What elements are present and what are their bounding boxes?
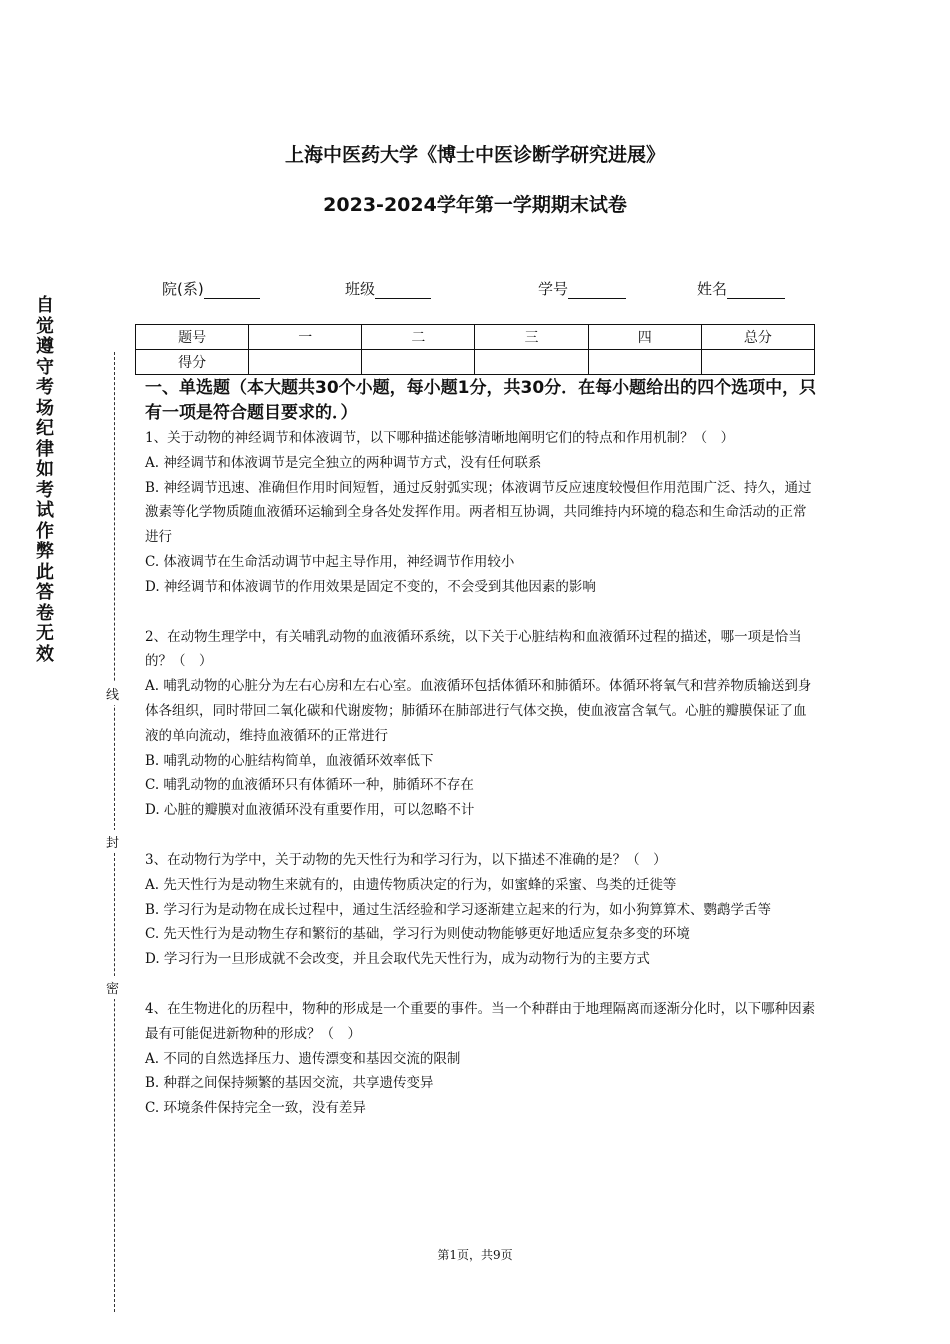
- info-student-no-label: 学号: [538, 280, 569, 298]
- question-3: [145, 848, 817, 972]
- option-a[interactable]: A. 不同的自然选择压力、遗传漂变和基因交流的限制: [145, 1050, 461, 1067]
- question-2: [145, 625, 817, 823]
- option-a[interactable]: A. 哺乳动物的心脏分为左右心房和左右心室。血液循环包括体循环和肺循环。体循环将氧气和营养物质输送到身体各组织，同时带回二氧化碳和代谢废物；肺循环在肺部进行气体交换，使血液富含氧气。心脏的瓣膜保证了血液的单向流动，维持血液循环的正常进行: [145, 678, 812, 744]
- score-header-cell: 三: [475, 325, 588, 350]
- score-header-cell: 一: [249, 325, 362, 350]
- option-d[interactable]: D. 神经调节和体液调节的作用效果是固定不变的，不会受到其他因素的影响: [145, 578, 596, 595]
- option-c[interactable]: C. 哺乳动物的血液循环只有体循环一种，肺循环不存在: [145, 777, 474, 794]
- info-dept-label: 院(系): [162, 280, 204, 298]
- option-a[interactable]: A. 先天性行为是动物生来就有的，由遗传物质决定的行为，如蜜蜂的采蜜、鸟类的迁徙等: [145, 876, 677, 893]
- exam-title-line2: 2023-2024学年第一学期期末试卷: [323, 194, 627, 216]
- info-student-no: [538, 278, 626, 299]
- option-d[interactable]: D. 学习行为一旦形成就不会改变，并且会取代先天性行为，成为动物行为的主要方式: [145, 951, 650, 968]
- question-1: [145, 426, 817, 600]
- class-blank[interactable]: [375, 284, 431, 299]
- score-row-label: 得分: [136, 350, 249, 375]
- info-name: [697, 278, 785, 299]
- section-title: 一、单选题（本大题共30个小题，每小题1分，共30分．在每小题给出的四个选项中，只有一项是符合题目要求的．）: [145, 378, 817, 423]
- side-notice: 自觉遵守考场纪律如考试作弊此答卷无效: [36, 295, 54, 665]
- question-stem: 1、关于动物的神经调节和体液调节，以下哪种描述能够清晰地阐明它们的特点和作用机制？（ ）: [145, 430, 735, 446]
- info-dept: [162, 278, 260, 299]
- score-cell[interactable]: [701, 350, 814, 375]
- exam-content: [145, 376, 817, 1121]
- score-header-cell: 题号: [136, 325, 249, 350]
- question-stem: 3、在动物行为学中，关于动物的先天性行为和学习行为，以下描述不准确的是？（ ）: [145, 851, 667, 868]
- option-a[interactable]: A. 神经调节和体液调节是完全独立的两种调节方式，没有任何联系: [145, 454, 542, 471]
- info-class: [345, 278, 431, 299]
- option-c[interactable]: C. 体液调节在生命活动调节中起主导作用，神经调节作用较小: [145, 553, 515, 570]
- name-blank[interactable]: [727, 284, 785, 299]
- side-mark-sealed: 密: [106, 976, 119, 999]
- score-header-cell: 二: [362, 325, 475, 350]
- info-class-label: 班级: [345, 280, 376, 298]
- score-cell[interactable]: [588, 350, 701, 375]
- student-no-blank[interactable]: [568, 284, 626, 299]
- score-cell[interactable]: [362, 350, 475, 375]
- option-c[interactable]: C. 环境条件保持完全一致，没有差异: [145, 1100, 366, 1117]
- option-b[interactable]: B. 哺乳动物的心脏结构简单，血液循环效率低下: [145, 752, 434, 769]
- option-b[interactable]: B. 学习行为是动物在成长过程中，通过生活经验和学习逐渐建立起来的行为，如小狗算算术、鹦鹉学舌等: [145, 901, 772, 918]
- score-cell[interactable]: [249, 350, 362, 375]
- page-footer: 第1页，共9页: [437, 1248, 513, 1262]
- score-table-score-row: [136, 350, 815, 375]
- question-4: [145, 997, 817, 1121]
- option-b[interactable]: B. 神经调节迅速、准确但作用时间短暂，通过反射弧实现；体液调节反应速度较慢但作用范围广泛、持久，通过激素等化学物质随血液循环运输到全身各处发挥作用。两者相互协调，共同维持内环境的稳态和生命活动的正常进行: [145, 479, 812, 546]
- score-table: [135, 324, 815, 375]
- question-stem: 2、在动物生理学中，有关哺乳动物的血液循环系统，以下关于心脏结构和血液循环过程的描述，哪一项是恰当的？（ ）: [145, 628, 802, 670]
- exam-title-line1: 上海中医药大学《博士中医诊断学研究进展》: [284, 144, 665, 166]
- question-stem: 4、在生物进化的历程中，物种的形成是一个重要的事件。当一个种群由于地理隔离而逐渐分化时，以下哪种因素最有可能促进新物种的形成？（ ）: [145, 1000, 816, 1042]
- score-header-cell: 总分: [701, 325, 814, 350]
- score-cell[interactable]: [475, 350, 588, 375]
- option-d[interactable]: D. 心脏的瓣膜对血液循环没有重要作用，可以忽略不计: [145, 802, 475, 819]
- info-name-label: 姓名: [697, 280, 728, 298]
- option-b[interactable]: B. 种群之间保持频繁的基因交流，共享遗传变异: [145, 1075, 434, 1092]
- score-header-cell: 四: [588, 325, 701, 350]
- option-c[interactable]: C. 先天性行为是动物生存和繁衍的基础，学习行为则使动物能够更好地适应复杂多变的环境: [145, 926, 690, 943]
- side-mark-line: 线: [106, 682, 119, 705]
- dept-blank[interactable]: [204, 284, 260, 299]
- side-mark-seal: 封: [106, 830, 119, 853]
- score-table-header-row: [136, 325, 815, 350]
